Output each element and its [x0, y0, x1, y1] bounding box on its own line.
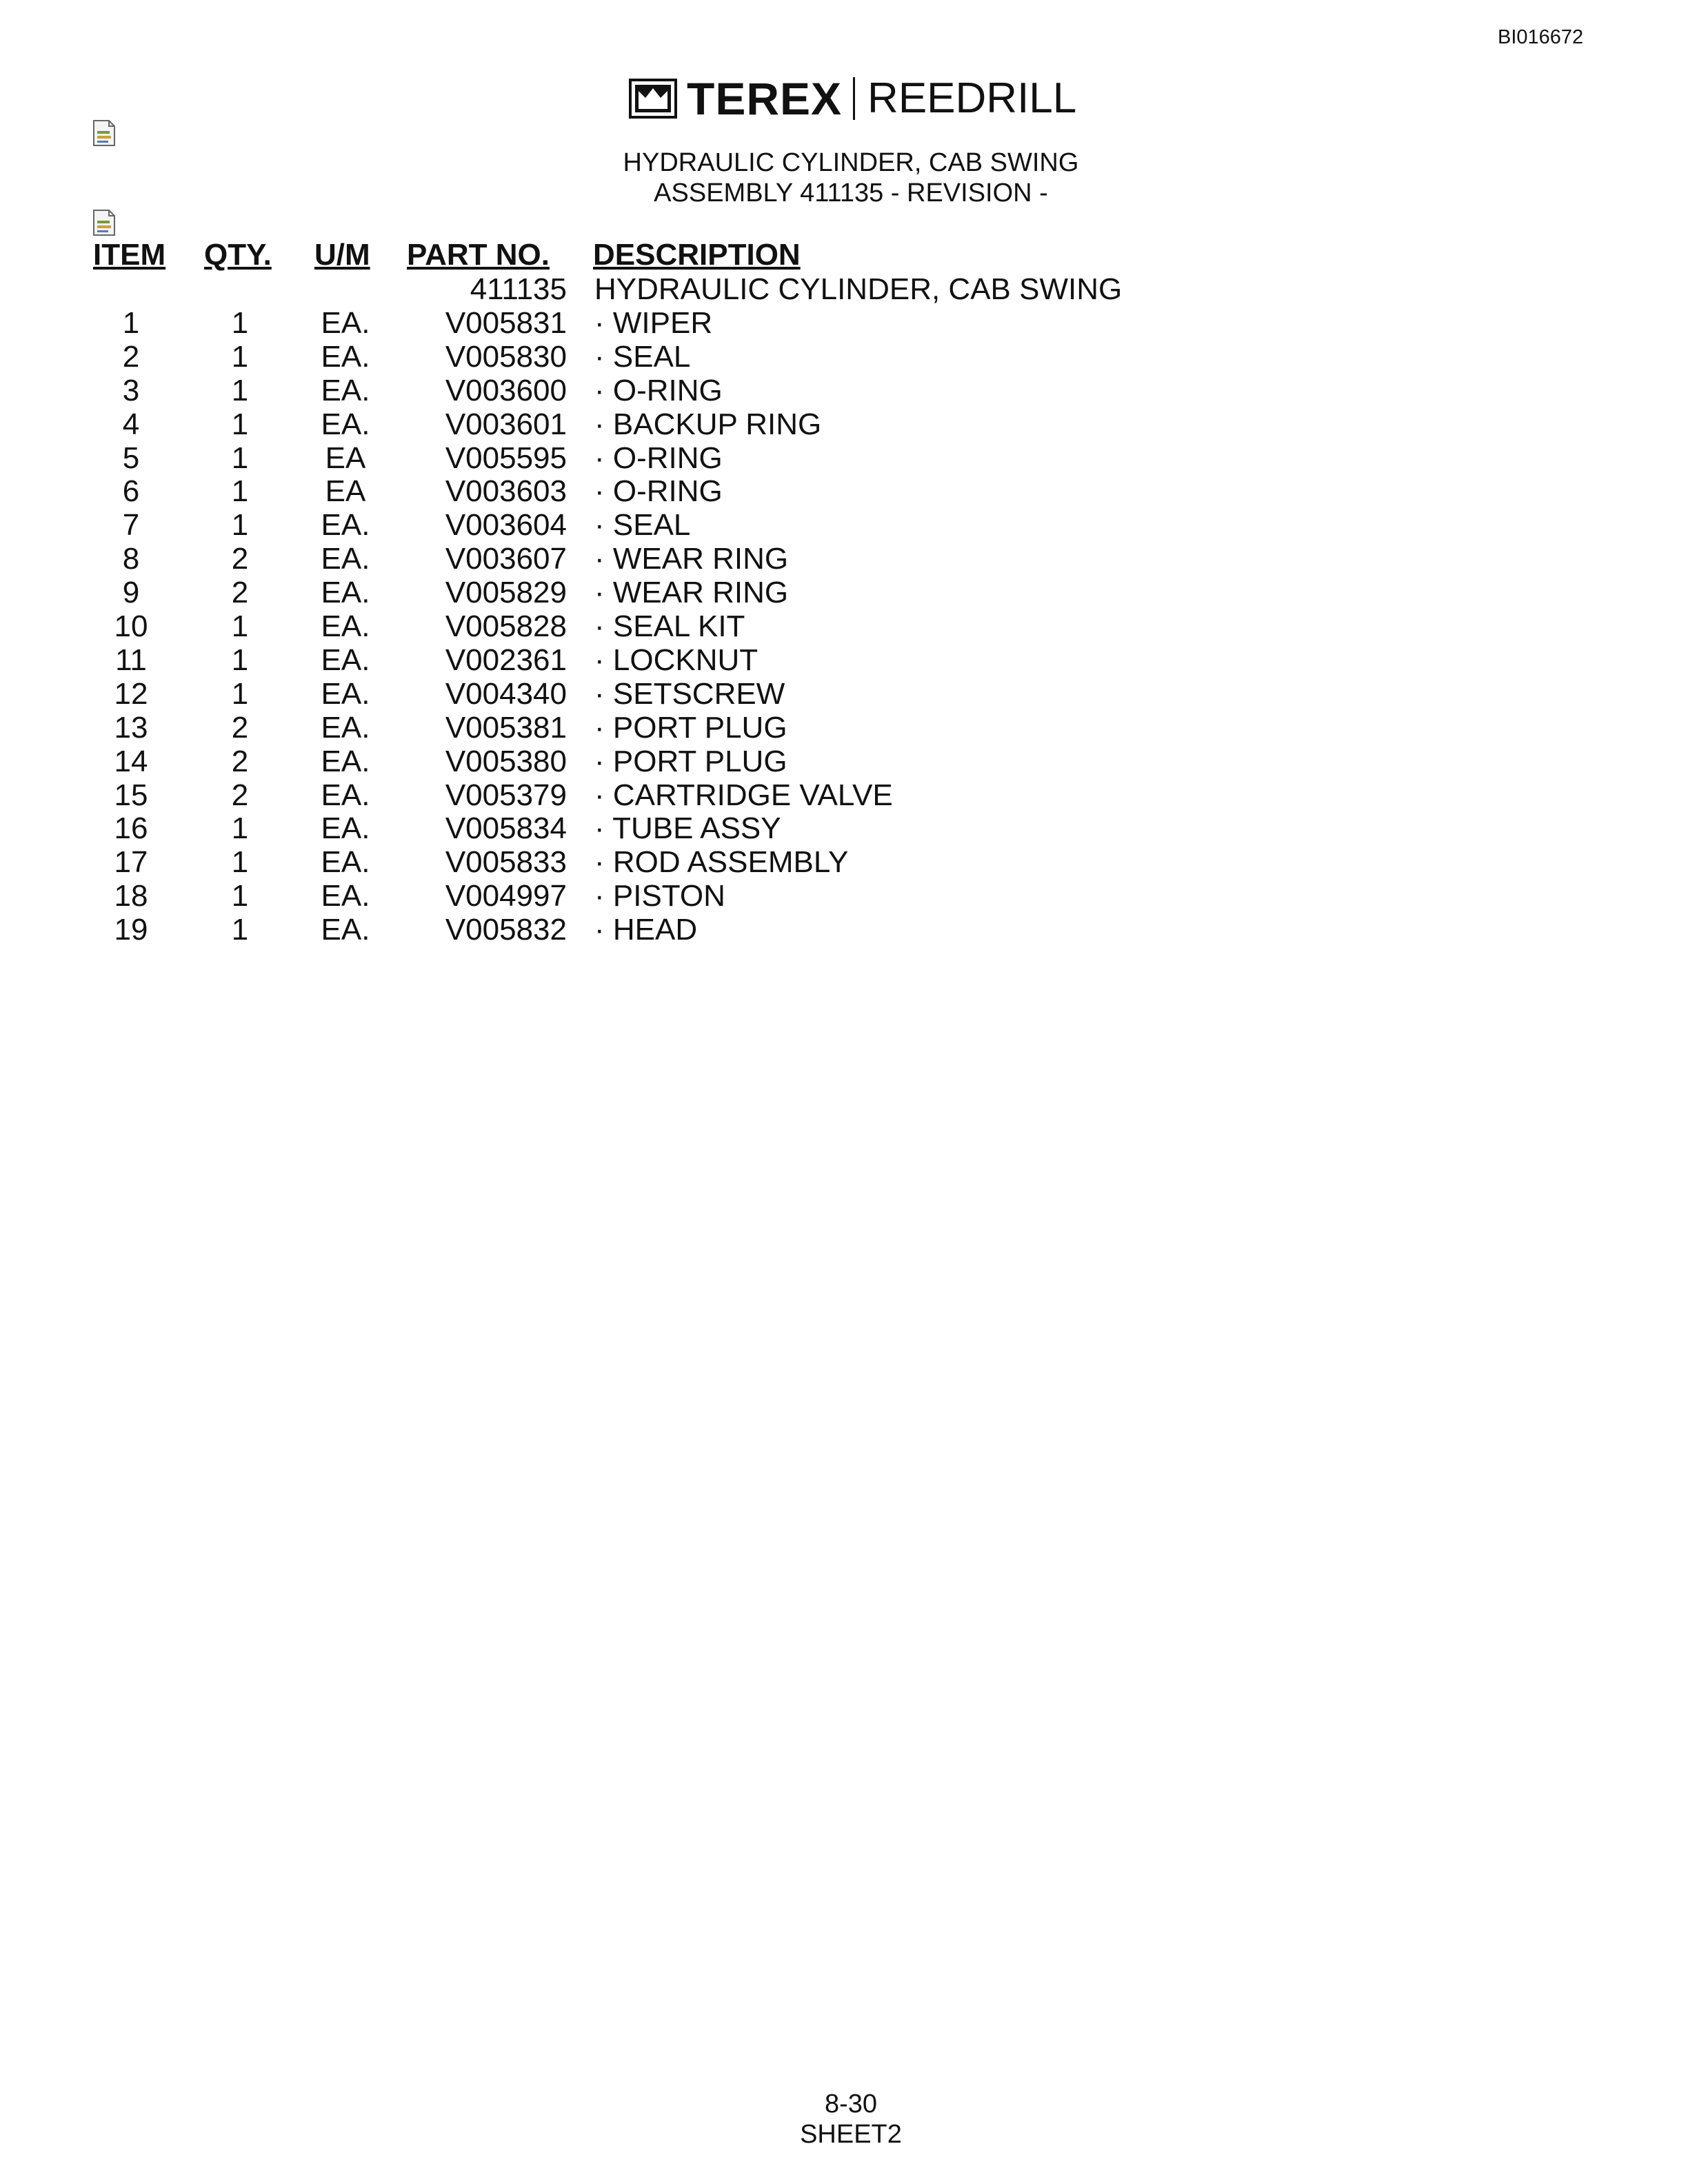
row-part-no: 411135 [470, 272, 567, 306]
row-qty: 1 [231, 474, 249, 509]
row-description: · SEAL [594, 508, 691, 543]
row-item: 14 [114, 744, 148, 778]
row-qty: 2 [231, 576, 249, 610]
row-um: EA. [321, 576, 370, 610]
row-part-no: V004340 [445, 676, 567, 711]
row-part-no: V005832 [445, 913, 567, 947]
row-part-no: V005830 [445, 339, 567, 374]
row-um: EA [325, 441, 366, 475]
row-description: · SEAL KIT [594, 609, 745, 643]
row-qty: 2 [231, 542, 249, 576]
row-item: 6 [122, 474, 140, 509]
row-item: 5 [122, 441, 140, 475]
row-description: · TUBE ASSY [594, 811, 781, 846]
row-description: · HEAD [594, 913, 698, 947]
row-part-no: V005379 [445, 778, 567, 812]
row-qty: 2 [231, 744, 249, 778]
row-description: · WEAR RING [594, 576, 789, 610]
row-description: · PORT PLUG [594, 744, 787, 778]
row-part-no: V005834 [445, 811, 567, 846]
row-qty [212, 273, 268, 306]
document-title: HYDRAULIC CYLINDER, CAB SWING [623, 148, 1079, 177]
logo-divider [853, 77, 855, 120]
row-um: EA. [321, 373, 370, 407]
row-qty: 1 [231, 508, 249, 543]
row-um: EA. [321, 676, 370, 711]
row-item: 11 [115, 643, 147, 677]
row-item: 16 [114, 811, 148, 846]
row-item: 7 [122, 508, 140, 543]
terex-reedrill-logo [629, 73, 1077, 124]
row-um: EA [325, 474, 366, 509]
row-part-no: V003603 [445, 474, 567, 509]
row-item: 4 [122, 407, 140, 441]
row-item: 13 [114, 710, 148, 745]
row-item: 8 [122, 542, 140, 576]
header-qty: QTY. [204, 238, 272, 272]
row-description: HYDRAULIC CYLINDER, CAB SWING [594, 272, 1123, 306]
row-part-no: V002361 [445, 643, 567, 677]
row-description: · BACKUP RING [594, 407, 822, 441]
document-icon[interactable] [92, 119, 117, 148]
page-number: 8-30 [824, 2090, 878, 2119]
terex-crown-logo-icon [629, 79, 677, 119]
row-um: EA. [321, 508, 370, 543]
row-um: EA. [321, 913, 370, 947]
row-part-no: V005831 [445, 305, 567, 340]
row-part-no: V005595 [445, 441, 567, 475]
row-um [308, 273, 383, 306]
row-description: · CARTRIDGE VALVE [594, 778, 893, 812]
row-um: EA. [321, 778, 370, 812]
row-qty: 1 [231, 305, 249, 340]
row-item: 1 [122, 305, 140, 340]
row-um: EA. [321, 845, 370, 880]
row-qty: 1 [231, 811, 249, 846]
row-qty: 1 [231, 913, 249, 947]
row-qty: 2 [231, 710, 249, 745]
row-qty: 1 [231, 676, 249, 711]
header-description: DESCRIPTION [593, 238, 801, 272]
row-um: EA. [321, 339, 370, 374]
row-um: EA. [321, 609, 370, 643]
document-id: BI016672 [1498, 26, 1584, 48]
document-icon[interactable] [92, 208, 117, 237]
row-description: · O-RING [594, 474, 723, 509]
row-part-no: V005381 [445, 710, 567, 745]
row-item: 3 [122, 373, 140, 407]
row-description: · PISTON [594, 879, 725, 913]
row-item: 17 [114, 845, 148, 880]
row-qty: 2 [231, 778, 249, 812]
row-um: EA. [321, 305, 370, 340]
row-part-no: V005828 [445, 609, 567, 643]
row-part-no: V003607 [445, 542, 567, 576]
assembly-revision: ASSEMBLY 411135 - REVISION - [654, 179, 1048, 208]
row-item: 10 [114, 609, 148, 643]
row-part-no: V003601 [445, 407, 567, 441]
row-part-no: V003604 [445, 508, 567, 543]
row-qty: 1 [231, 845, 249, 880]
row-item: 9 [122, 576, 140, 610]
row-um: EA. [321, 879, 370, 913]
row-part-no: V005380 [445, 744, 567, 778]
row-item: 15 [114, 778, 148, 812]
row-item: 2 [122, 339, 140, 374]
row-part-no: V005833 [445, 845, 567, 880]
row-item: 12 [114, 676, 148, 711]
row-qty: 1 [231, 609, 249, 643]
row-um: EA. [321, 542, 370, 576]
header-um: U/M [314, 238, 370, 272]
row-qty: 1 [231, 441, 249, 475]
row-qty: 1 [231, 643, 249, 677]
row-description: · SETSCREW [594, 676, 785, 711]
row-um: EA. [321, 643, 370, 677]
row-qty: 1 [231, 339, 249, 374]
logo-division: REEDRILL [867, 74, 1077, 122]
header-part-no: PART NO. [407, 238, 550, 272]
row-item: 18 [114, 879, 148, 913]
row-description: · O-RING [594, 373, 723, 407]
row-description: · O-RING [594, 441, 723, 475]
logo-brand: TEREX [687, 73, 843, 124]
row-description: · WEAR RING [594, 542, 789, 576]
row-description: · PORT PLUG [594, 710, 787, 745]
row-part-no: V005829 [445, 576, 567, 610]
row-description: · SEAL [594, 339, 691, 374]
row-qty: 1 [231, 407, 249, 441]
row-description: · ROD ASSEMBLY [594, 845, 849, 880]
row-um: EA. [321, 710, 370, 745]
row-item: 19 [114, 913, 148, 947]
row-item [103, 273, 159, 306]
row-description: · WIPER [594, 305, 713, 340]
row-um: EA. [321, 744, 370, 778]
header-item: ITEM [93, 238, 166, 272]
row-qty: 1 [231, 879, 249, 913]
row-part-no: V003600 [445, 373, 567, 407]
row-qty: 1 [231, 373, 249, 407]
row-um: EA. [321, 407, 370, 441]
row-description: · LOCKNUT [594, 643, 758, 677]
row-part-no: V004997 [445, 879, 567, 913]
sheet-label: SHEET2 [800, 2120, 902, 2149]
row-um: EA. [321, 811, 370, 846]
